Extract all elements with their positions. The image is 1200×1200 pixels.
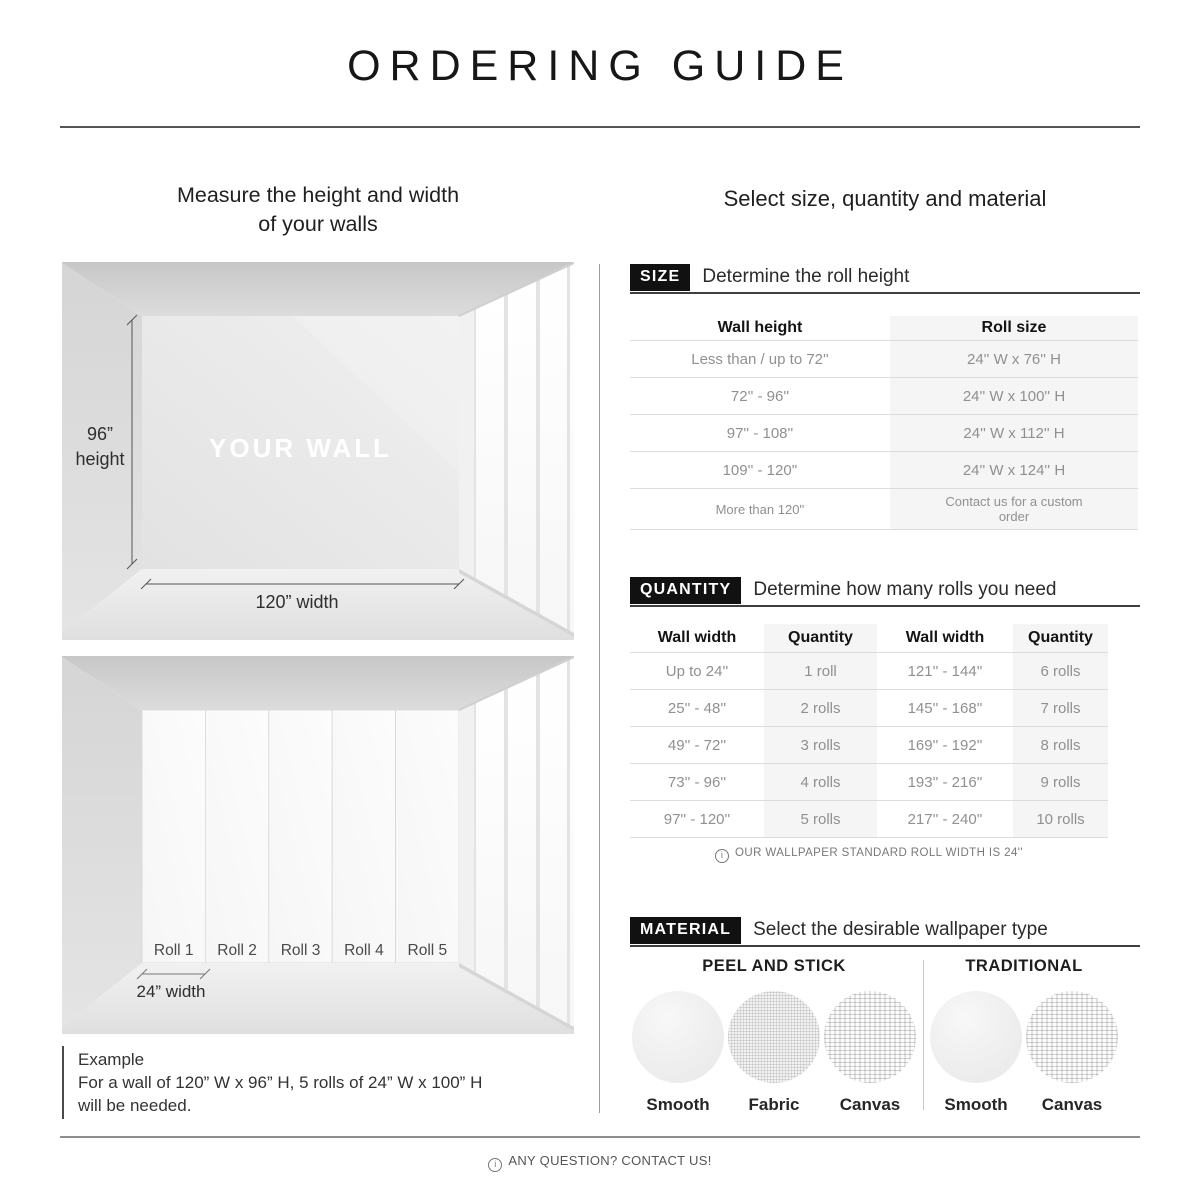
quantity-cell: 9 rolls	[1013, 764, 1108, 800]
quantity-cell: 6 rolls	[1013, 653, 1108, 689]
wall-width-cell: 121'' - 144''	[907, 662, 983, 680]
swatch-canvas	[823, 991, 917, 1115]
wall-width-cell: 169'' - 192''	[907, 736, 983, 754]
roll-width-note	[630, 847, 1108, 863]
swatch-row	[929, 991, 1119, 1115]
roll-size-cell: 24'' W x 112'' H	[890, 415, 1138, 451]
roll-label: Roll 2	[217, 942, 257, 959]
quantity-cell: 1 roll	[764, 653, 877, 689]
col-wall-height: Wall height	[717, 319, 803, 336]
quantity-cell: 7 rolls	[1013, 690, 1108, 726]
wall-width-cell: 145'' - 168''	[907, 699, 983, 717]
table-row	[630, 690, 1108, 727]
roll-label: Roll 1	[153, 942, 194, 959]
wall-width-cell: Up to 24''	[665, 662, 729, 680]
roll-label: Roll 3	[280, 942, 321, 959]
table-row	[630, 489, 1138, 530]
wall-height-label	[64, 422, 136, 472]
swatch-canvas	[1025, 991, 1119, 1115]
swatch-smooth	[631, 991, 725, 1115]
quantity-cell: 8 rolls	[1013, 727, 1108, 763]
quantity-section-header	[630, 575, 1140, 607]
measure-heading-line1: Measure the height and width	[176, 183, 460, 207]
wall-height-cell: 72'' - 96''	[730, 387, 790, 405]
table-row	[630, 727, 1108, 764]
col-quantity: Quantity	[1013, 624, 1108, 652]
roll-width-note-text: OUR WALLPAPER STANDARD ROLL WIDTH IS 24''	[735, 847, 1023, 859]
wall-width-cell: 73'' - 96''	[667, 773, 727, 791]
material-subtitle: Select the desirable wallpaper type	[753, 919, 1048, 940]
info-icon: i	[488, 1158, 502, 1172]
col-wall-width: Wall width	[905, 629, 985, 646]
canvas-texture-swatch	[1026, 991, 1118, 1083]
info-icon: i	[715, 849, 729, 863]
roll-size-cell: 24'' W x 100'' H	[890, 378, 1138, 414]
room-rolls-illustration	[62, 656, 574, 1034]
swatch-row	[631, 991, 917, 1115]
table-row	[630, 801, 1108, 838]
size-subtitle: Determine the roll height	[702, 266, 910, 287]
table-row	[630, 341, 1138, 378]
room-3d-illustration	[62, 656, 574, 1034]
example-title: Example	[78, 1050, 145, 1069]
quantity-table-header	[630, 624, 1108, 653]
canvas-texture-swatch	[824, 991, 916, 1083]
title-divider	[60, 126, 1140, 128]
wall-height-cell: More than 120''	[715, 501, 805, 517]
roll-width-label: 24” width	[136, 982, 206, 1001]
column-divider	[599, 264, 600, 1113]
wall-width-label: 120” width	[255, 592, 339, 612]
smooth-texture-swatch	[930, 991, 1022, 1083]
wall-height-value: 96”	[86, 424, 113, 444]
table-row	[630, 653, 1108, 690]
size-badge: SIZE	[630, 264, 690, 291]
quantity-cell: 5 rolls	[764, 801, 877, 837]
wall-width-cell: 193'' - 216''	[907, 773, 983, 791]
example-line1: For a wall of 120” W x 96” H, 5 rolls of 24” W x 100” H	[78, 1073, 483, 1092]
smooth-texture-swatch	[632, 991, 724, 1083]
wall-width-cell: 217'' - 240''	[907, 810, 983, 828]
material-group-title: PEEL AND STICK	[702, 957, 846, 975]
col-roll-size: Roll size	[890, 316, 1138, 340]
roll-label: Roll 5	[407, 942, 448, 959]
table-row	[630, 764, 1108, 801]
quantity-cell: 4 rolls	[764, 764, 877, 800]
wall-width-cell: 49'' - 72''	[667, 736, 727, 754]
wall-height-cell: Less than / up to 72''	[691, 350, 829, 368]
quantity-badge: QUANTITY	[630, 577, 741, 604]
quantity-subtitle: Determine how many rolls you need	[753, 579, 1057, 600]
footer-contact-note	[0, 1153, 1200, 1172]
swatch-label: Fabric	[748, 1095, 800, 1114]
material-section-header	[630, 915, 1140, 947]
quantity-cell: 2 rolls	[764, 690, 877, 726]
measure-heading-line2: of your walls	[258, 212, 378, 236]
wall-height-cell: 109'' - 120''	[722, 461, 798, 479]
col-wall-width: Wall width	[657, 629, 737, 646]
swatch-smooth	[929, 991, 1023, 1115]
roll-size-cell: Contact us for a custom order	[890, 489, 1138, 529]
roll-size-cell: 24'' W x 76'' H	[890, 341, 1138, 377]
size-section-header	[630, 262, 1140, 294]
wall-height-cell: 97'' - 108''	[726, 424, 794, 442]
wall-width-cell: 25'' - 48''	[667, 699, 727, 717]
col-quantity: Quantity	[764, 624, 877, 652]
swatch-label: Smooth	[944, 1095, 1008, 1114]
material-group-traditional	[929, 957, 1119, 1115]
table-row	[630, 415, 1138, 452]
example-line2: will be needed.	[78, 1096, 192, 1115]
wall-height-word: height	[75, 449, 125, 469]
quantity-table	[630, 624, 1108, 838]
material-group-divider	[923, 960, 924, 1110]
roll-panels	[142, 710, 459, 963]
wall-width-cell: 97'' - 120''	[663, 810, 731, 828]
footer-contact-text: ANY QUESTION? CONTACT US!	[508, 1153, 712, 1168]
quantity-cell: 3 rolls	[764, 727, 877, 763]
swatch-label: Canvas	[839, 1095, 901, 1114]
roll-size-cell: 24'' W x 124'' H	[890, 452, 1138, 488]
swatch-fabric	[727, 991, 821, 1115]
roll-labels	[142, 942, 459, 960]
roll-label: Roll 4	[344, 942, 384, 959]
size-table-header	[630, 316, 1138, 341]
room-measure-illustration	[62, 262, 574, 640]
footer-divider	[60, 1136, 1140, 1138]
fabric-texture-swatch	[728, 991, 820, 1083]
size-table	[630, 316, 1138, 530]
measure-heading	[62, 181, 574, 239]
your-wall-label: YOUR WALL	[209, 433, 392, 463]
example-block	[62, 1046, 598, 1119]
select-heading: Select size, quantity and material	[723, 186, 1047, 211]
swatch-label: Smooth	[646, 1095, 710, 1114]
page-title: ORDERING GUIDE	[347, 42, 853, 90]
swatch-label: Canvas	[1041, 1095, 1103, 1114]
material-group-title: TRADITIONAL	[965, 957, 1083, 975]
material-badge: MATERIAL	[630, 917, 741, 944]
material-group-peel-and-stick	[630, 957, 918, 1115]
quantity-cell: 10 rolls	[1013, 801, 1108, 837]
table-row	[630, 378, 1138, 415]
table-row	[630, 452, 1138, 489]
